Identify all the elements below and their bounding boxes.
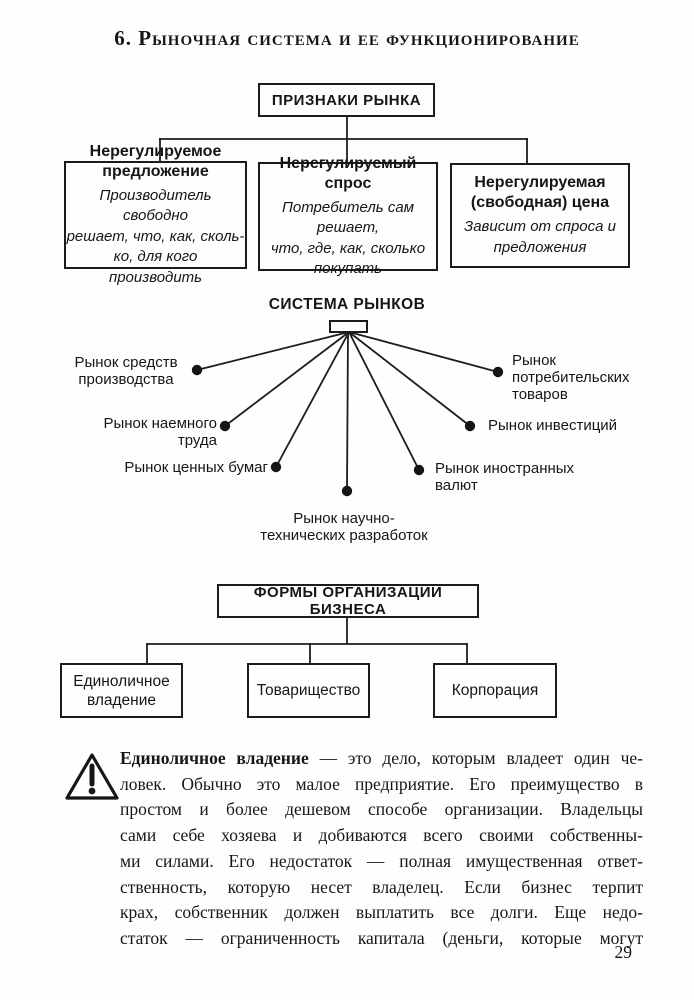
- market-label-line: валют: [435, 477, 478, 494]
- market-label-line: Рынок наемного: [103, 415, 217, 432]
- market-label-rnd: [244, 510, 444, 544]
- note-line: ственность, которую несет владелец. Если бизнес терпит: [120, 876, 643, 897]
- market-dot: [192, 365, 202, 375]
- market-label-securities: [108, 459, 268, 476]
- market-label-line: производства: [78, 371, 174, 388]
- feature-title-line: Нерегулируемое: [89, 142, 222, 160]
- market-label-line: Рынок ценных бумаг: [124, 459, 268, 476]
- feature-description-line: что, где, как, сколько: [270, 239, 426, 257]
- feature-description: [464, 217, 616, 258]
- connector: [347, 332, 348, 490]
- feature-description: [66, 186, 245, 289]
- feature-description-line: Зависит от спроса и: [463, 218, 617, 235]
- market-label-means-of-production: [62, 354, 190, 388]
- feature-description-line: покупать: [313, 260, 383, 277]
- market-dot: [220, 421, 230, 431]
- feature-title-line: (свободная) цена: [470, 194, 610, 211]
- feature-box-demand: [258, 154, 438, 277]
- feature-title: [471, 173, 609, 213]
- feature-description-line: Потребитель сам решает,: [282, 198, 414, 236]
- feature-title: [280, 154, 417, 194]
- market-system-heading: СИСТЕМА РЫНКОВ: [268, 296, 426, 313]
- market-dot: [414, 465, 424, 475]
- feature-description-line: Производитель свободно: [99, 186, 212, 225]
- connector: [349, 332, 419, 470]
- market-label-line: товаров: [512, 386, 568, 403]
- market-label-line: Рынок инвестиций: [488, 417, 618, 434]
- note-line: ми силами. Его недостаток — полная имущественная ответ-: [120, 850, 643, 871]
- feature-box-price: [450, 163, 630, 268]
- market-system-hub-box: [329, 320, 368, 333]
- form-box-line: Единоличное: [73, 672, 170, 690]
- business-forms-root-label: ФОРМЫ ОРГАНИЗАЦИИ БИЗНЕСА: [253, 584, 443, 618]
- market-dot: [493, 367, 503, 377]
- feature-title-line: Нерегулируемая: [474, 174, 606, 191]
- form-box-sole-proprietorship: [60, 663, 183, 718]
- feature-description-line: предложения: [493, 238, 587, 256]
- market-label-line: Рынок: [512, 352, 556, 369]
- connector: [349, 332, 470, 426]
- warning-icon: [63, 751, 121, 805]
- form-box-partnership: [247, 663, 370, 718]
- market-label-line: технических разработок: [260, 527, 428, 544]
- note-line: ловек. Обычно это малое предприятие. Его преимущество в: [120, 773, 643, 794]
- form-box-line: Корпорация: [451, 682, 539, 699]
- market-dot: [342, 486, 352, 496]
- market-features-root-label: ПРИЗНАКИ РЫНКА: [271, 91, 422, 109]
- market-label-line: потребительских: [512, 369, 630, 386]
- note-line: [120, 746, 643, 772]
- connector: [225, 332, 349, 426]
- note-paragraph: [120, 746, 643, 952]
- connector: [349, 332, 498, 372]
- market-label-foreign-currency: [435, 460, 605, 494]
- note-line: сами себе хозяева и добиваются всего своими собственны-: [120, 825, 643, 846]
- market-label-line: труда: [177, 432, 217, 449]
- market-label-line: Рынок научно-: [293, 510, 395, 527]
- feature-title-line: Нерегулируемый: [279, 154, 417, 172]
- note-bold-lead: Единоличное владение: [120, 748, 309, 768]
- feature-title-line: спрос: [324, 174, 372, 192]
- connector: [276, 332, 349, 467]
- feature-description: [260, 198, 436, 280]
- note-line: простом и более дешевом способе организации. Владельцы: [120, 799, 643, 820]
- form-box-line: владение: [86, 691, 157, 709]
- market-label-investments: [488, 417, 648, 434]
- page-title: 6. Рыночная система и ее функционирование: [114, 26, 580, 50]
- market-dot: [465, 421, 475, 431]
- feature-description-line: решает, что, как, сколь-: [66, 227, 245, 245]
- feature-title: [90, 142, 222, 182]
- connector: [197, 332, 349, 370]
- feature-box-supply: [64, 142, 247, 286]
- market-label-line: Рынок средств: [74, 354, 178, 371]
- business-forms-root-box: [217, 584, 479, 618]
- note-line: крах, собственник должен выплатить все долги. Еще недо-: [120, 902, 643, 923]
- page-number: 29: [614, 942, 632, 962]
- market-label-consumer-goods: [512, 352, 652, 403]
- note-line: статок — ограниченность капитала (деньги, которые могут: [120, 927, 643, 948]
- market-dot: [271, 462, 281, 472]
- note-line-text: — это дело, которым владеет один че-: [308, 748, 643, 768]
- market-label-hired-labor: [85, 415, 217, 449]
- form-box-corporation: [433, 663, 557, 718]
- feature-description-line: ко, для кого производить: [108, 248, 203, 286]
- market-label-line: Рынок иностранных: [435, 460, 575, 477]
- market-features-root-box: [258, 83, 435, 117]
- feature-title-line: предложение: [102, 162, 209, 180]
- form-box-line: Товарищество: [256, 682, 361, 699]
